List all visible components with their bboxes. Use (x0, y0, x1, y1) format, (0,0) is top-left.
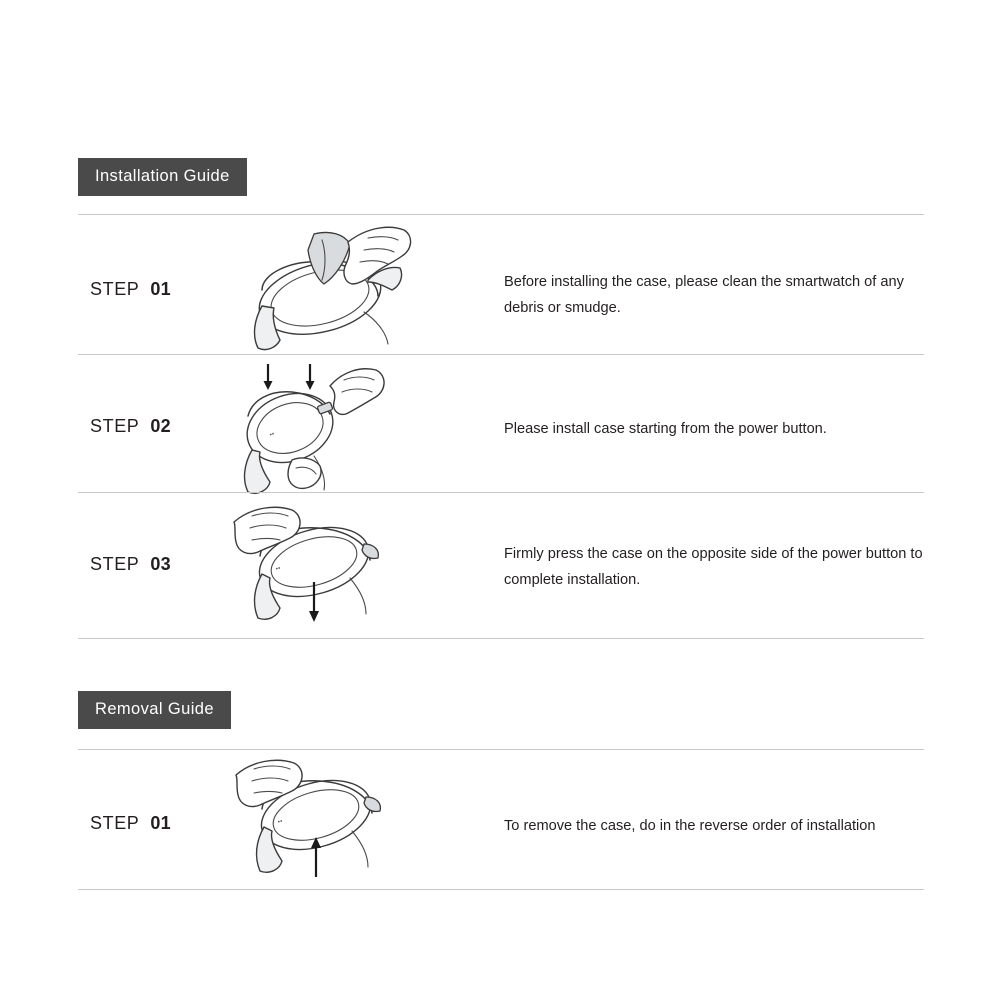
step-number: 03 (150, 554, 171, 574)
step-label (90, 813, 171, 834)
step-row (78, 492, 924, 638)
step-word: STEP (90, 554, 140, 574)
section-heading-installation: Installation Guide (78, 158, 247, 196)
svg-text:●●: ●● (274, 564, 281, 571)
step-description: To remove the case, do in the reverse order of installation (504, 818, 876, 834)
divider (78, 889, 924, 890)
step-illustration (218, 500, 448, 632)
step-word: STEP (90, 279, 140, 299)
step-row (78, 354, 924, 492)
step-illustration (218, 220, 448, 354)
divider (78, 638, 924, 639)
step-word: STEP (90, 416, 140, 436)
step-description: Firmly press the case on the opposite side of the power button to complete installation. (504, 546, 923, 588)
step-description: Please install case starting from the power button. (504, 421, 827, 437)
step-number: 02 (150, 416, 171, 436)
step-description: Before installing the case, please clean the smartwatch of any debris or smudge. (504, 274, 904, 316)
step-illustration (218, 755, 448, 887)
step-row (78, 214, 924, 354)
step-row (78, 749, 924, 889)
svg-text:●●: ●● (276, 817, 283, 824)
step-label (90, 554, 171, 575)
down-arrow-icon (264, 364, 315, 390)
svg-text:●●: ●● (268, 430, 275, 437)
step-word: STEP (90, 813, 140, 833)
step-label (90, 279, 171, 300)
section-heading-removal: Removal Guide (78, 691, 231, 729)
step-label (90, 416, 171, 437)
step-number: 01 (150, 279, 171, 299)
step-number: 01 (150, 813, 171, 833)
step-illustration (218, 356, 448, 502)
